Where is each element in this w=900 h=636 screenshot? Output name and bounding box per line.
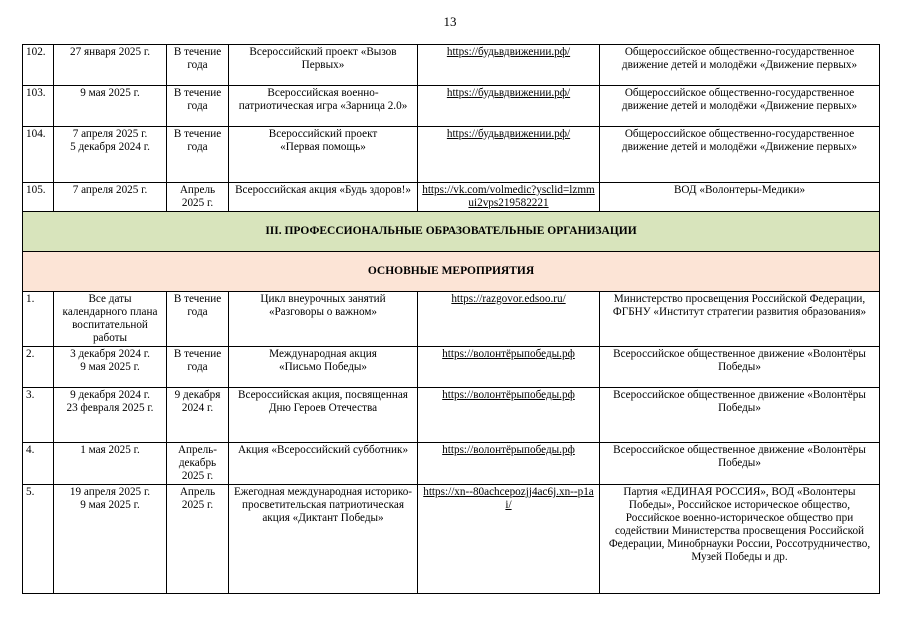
table-row	[23, 86, 880, 127]
row-number: 104.	[23, 127, 54, 183]
event-date: Все даты календарного плана воспитательной работы	[54, 292, 167, 347]
event-period: В течение года	[167, 127, 229, 183]
event-link[interactable]: https://vk.com/volmedic?ysclid=lzmmui2vps219582221	[422, 184, 595, 209]
event-period: В течение года	[167, 347, 229, 388]
event-period: Апрель 2025 г.	[167, 183, 229, 212]
event-organizer: Общероссийское общественно-государственное движение детей и молодёжи «Движение первых»	[600, 86, 880, 127]
event-period: Апрель-декабрь 2025 г.	[167, 443, 229, 485]
table-row	[23, 388, 880, 443]
event-date: 9 декабря 2024 г. 23 февраля 2025 г.	[54, 388, 167, 443]
event-date: 1 мая 2025 г.	[54, 443, 167, 485]
row-number: 1.	[23, 292, 54, 347]
event-period: В течение года	[167, 86, 229, 127]
event-link-cell	[418, 485, 600, 594]
event-date: 7 апреля 2025 г.	[54, 183, 167, 212]
table-row	[23, 183, 880, 212]
event-date: 9 мая 2025 г.	[54, 86, 167, 127]
event-link[interactable]: https://волонтёрыпобеды.рф	[442, 348, 575, 360]
event-organizer: Всероссийское общественное движение «Волонтёры Победы»	[600, 347, 880, 388]
table-row	[23, 347, 880, 388]
row-number: 103.	[23, 86, 54, 127]
event-organizer: Общероссийское общественно-государственное движение детей и молодёжи «Движение первых»	[600, 45, 880, 86]
event-name: Всероссийская акция «Будь здоров!»	[229, 183, 418, 212]
event-name: Всероссийский проект «Первая помощь»	[229, 127, 418, 183]
event-link[interactable]: https://razgovor.edsoo.ru/	[451, 293, 566, 305]
events-table	[22, 44, 880, 594]
event-name: Цикл внеурочных занятий «Разговоры о важном»	[229, 292, 418, 347]
row-number: 5.	[23, 485, 54, 594]
event-link-cell	[418, 388, 600, 443]
table-row	[23, 292, 880, 347]
event-link[interactable]: https://волонтёрыпобеды.рф	[442, 389, 575, 401]
event-name: Международная акция «Письмо Победы»	[229, 347, 418, 388]
event-link[interactable]: https://будьвдвижении.рф/	[446, 87, 571, 99]
event-date: 7 апреля 2025 г. 5 декабря 2024 г.	[54, 127, 167, 183]
event-organizer: Всероссийское общественное движение «Волонтёры Победы»	[600, 388, 880, 443]
event-name: Ежегодная международная историко-просветительская патриотическая акция «Диктант Победы»	[229, 485, 418, 594]
event-link-cell	[418, 183, 600, 212]
event-link[interactable]: https://будьвдвижении.рф/	[446, 128, 571, 140]
event-organizer: Всероссийское общественное движение «Волонтёры Победы»	[600, 443, 880, 485]
event-organizer: ВОД «Волонтеры-Медики»	[600, 183, 880, 212]
section-title: III. ПРОФЕССИОНАЛЬНЫЕ ОБРАЗОВАТЕЛЬНЫЕ ОРГАНИЗАЦИИ	[23, 212, 880, 252]
event-name: Акция «Всероссийский субботник»	[229, 443, 418, 485]
event-date: 19 апреля 2025 г. 9 мая 2025 г.	[54, 485, 167, 594]
table-row	[23, 443, 880, 485]
event-period: В течение года	[167, 45, 229, 86]
event-organizer: Партия «ЕДИНАЯ РОССИЯ», ВОД «Волонтеры Победы», Российское историческое общество, Российское военно-историческое общество при содействии Министерства просвещения Российской Федерации, Минобрнауки России, Россотрудничество, Музей Победы и др.	[600, 485, 880, 594]
page-number: 13	[443, 14, 457, 29]
section-header-row	[23, 212, 880, 252]
event-period: Апрель 2025 г.	[167, 485, 229, 594]
subsection-title: ОСНОВНЫЕ МЕРОПРИЯТИЯ	[23, 252, 880, 292]
event-period: 9 декабря 2024 г.	[167, 388, 229, 443]
table-row	[23, 485, 880, 594]
event-link-cell	[418, 86, 600, 127]
event-name: Всероссийская акция, посвященная Дню Героев Отечества	[229, 388, 418, 443]
subsection-header-row	[23, 252, 880, 292]
event-link-cell	[418, 347, 600, 388]
event-link[interactable]: https://xn--80achcepozjj4ac6j.xn--p1ai/	[423, 486, 594, 511]
event-period: В течение года	[167, 292, 229, 347]
event-organizer: Общероссийское общественно-государственное движение детей и молодёжи «Движение первых»	[600, 127, 880, 183]
row-number: 102.	[23, 45, 54, 86]
row-number: 105.	[23, 183, 54, 212]
event-link[interactable]: https://будьвдвижении.рф/	[446, 46, 571, 58]
row-number: 3.	[23, 388, 54, 443]
event-link[interactable]: https://волонтёрыпобеды.рф	[442, 444, 575, 456]
event-date: 3 декабря 2024 г. 9 мая 2025 г.	[54, 347, 167, 388]
event-link-cell	[418, 45, 600, 86]
row-number: 4.	[23, 443, 54, 485]
event-link-cell	[418, 127, 600, 183]
event-name: Всероссийский проект «Вызов Первых»	[229, 45, 418, 86]
table-row	[23, 127, 880, 183]
event-link-cell	[418, 443, 600, 485]
row-number: 2.	[23, 347, 54, 388]
table-row	[23, 45, 880, 86]
event-organizer: Министерство просвещения Российской Федерации, ФГБНУ «Институт стратегии развития образования»	[600, 292, 880, 347]
event-date: 27 января 2025 г.	[54, 45, 167, 86]
event-name: Всероссийская военно-патриотическая игра «Зарница 2.0»	[229, 86, 418, 127]
event-link-cell	[418, 292, 600, 347]
